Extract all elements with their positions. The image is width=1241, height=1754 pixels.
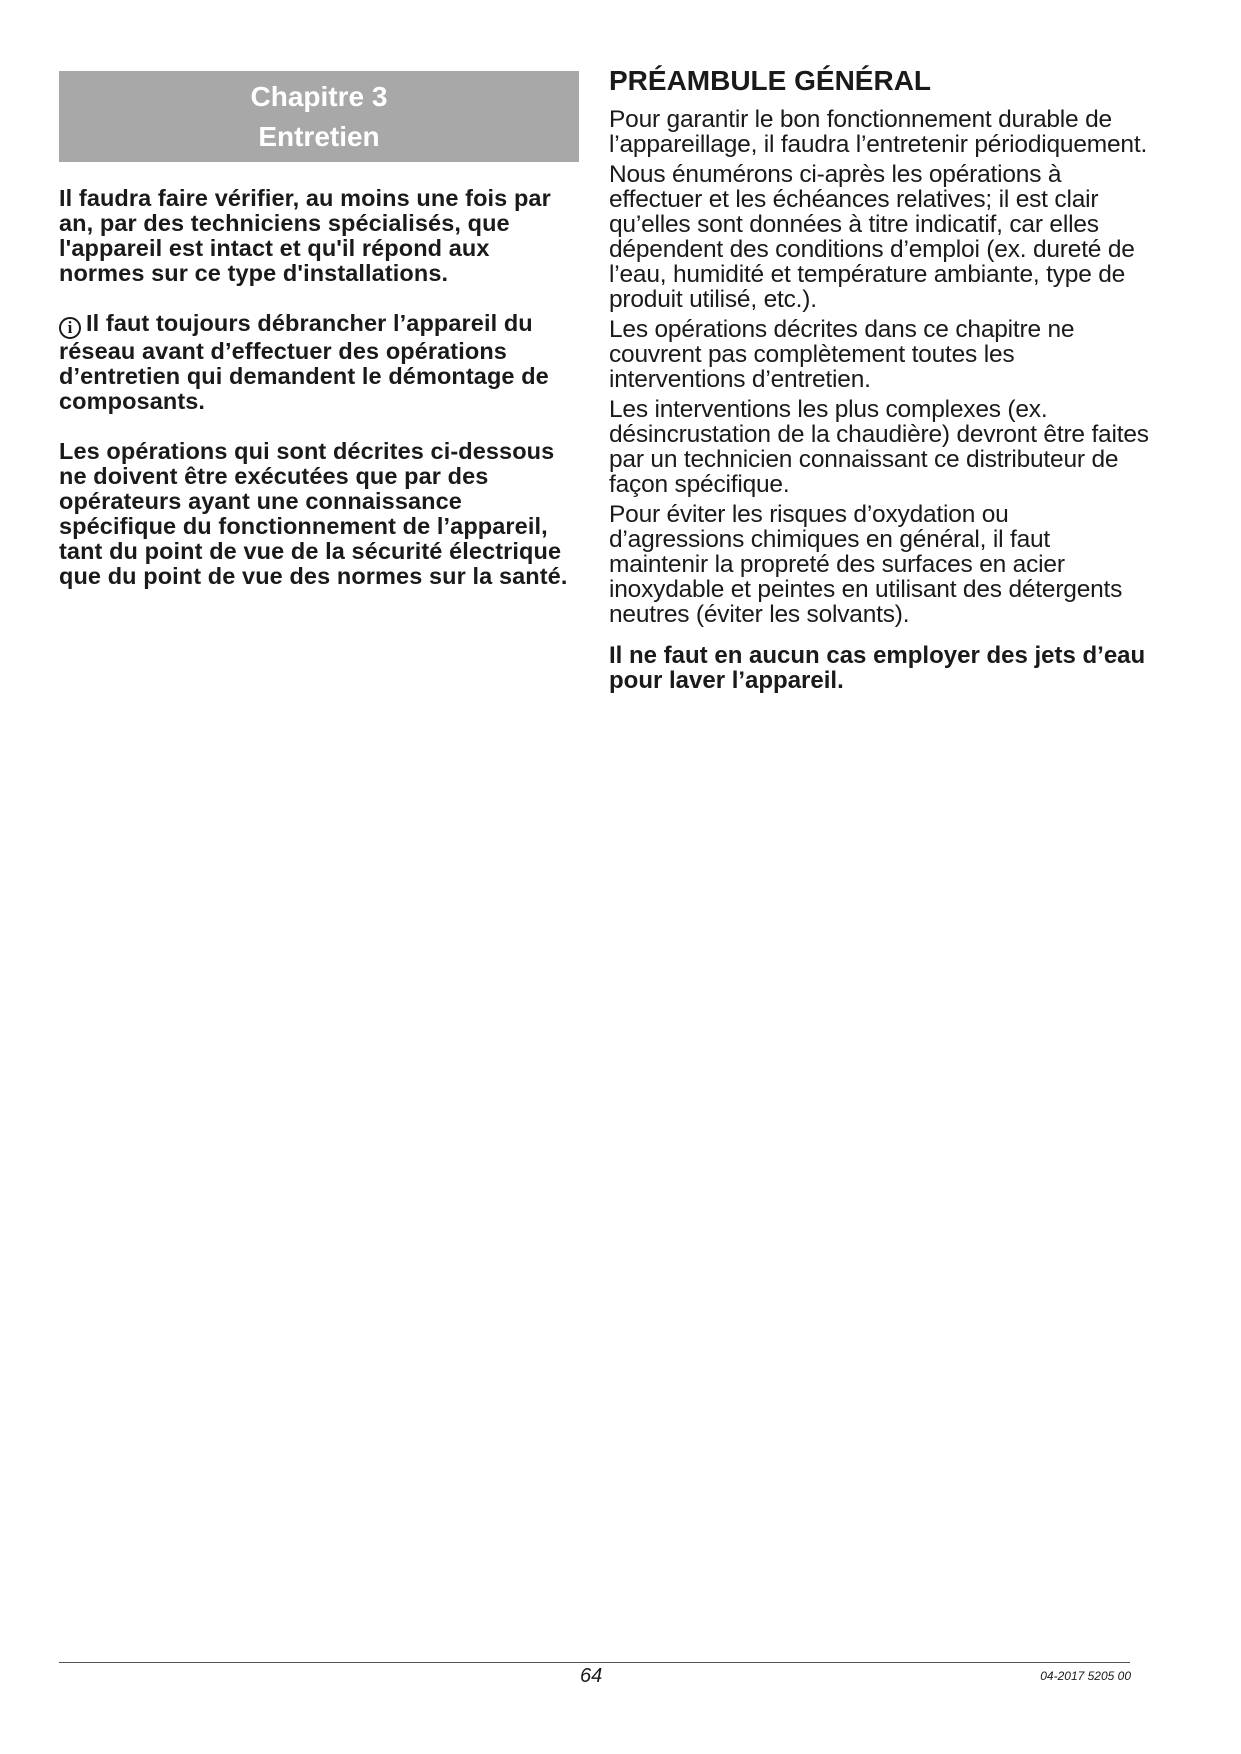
chapter-number: Chapitre 3 [250,81,388,112]
footer-divider [59,1662,1130,1663]
right-column [609,63,1149,698]
left-column [59,71,579,589]
preamble-paragraph: Les opérations décrites dans ce chapitre ne couvrent pas complètement toutes les interventions d’entretien. [609,316,1075,393]
preamble-paragraph: Nous énumérons ci-après les opérations à effectuer et les échéances relatives; il est clair qu’elles sont données à titre indicatif, car elles dépendent des conditions d’emploi (ex. dureté de l’eau, humidité et température ambiante, type de produit utilisé, etc.). [609,161,1135,313]
info-icon: i [59,317,81,339]
inspection-paragraph: Il faudra faire vérifier, au moins une fois par an, par des techniciens spécialisés, que l'appareil est intact et qu'il répond aux normes sur ce type d'installations. [59,185,551,286]
section-title: PRÉAMBULE GÉNÉRAL [609,65,932,96]
preamble-paragraph: Pour garantir le bon fonctionnement durable de l’appareillage, il faudra l’entretenir périodiquement. [609,106,1148,158]
chapter-title: Entretien [258,121,380,152]
water-jet-warning: Il ne faut en aucun cas employer des jets d’eau pour laver l’appareil. [609,642,1146,694]
warning-paragraph [59,311,579,414]
chapter-header-box [59,71,579,162]
document-code: 04-2017 5205 00 [1040,1669,1131,1683]
preamble-paragraph: Pour éviter les risques d’oxydation ou d’agressions chimiques en général, il faut maintenir la propreté des surfaces en acier inoxydable et peintes en utilisant des détergents neutres (éviter les solvants). [609,501,1123,628]
operators-paragraph: Les opérations qui sont décrites ci-dessous ne doivent être exécutées que par des opérateurs ayant une connaissance spécifique du fonctionnement de l’appareil, tant du point de vue de la sécurité électrique que du point de vue des normes sur la santé. [59,438,568,589]
page-number: 64 [580,1665,603,1687]
preamble-paragraph: Les interventions les plus complexes (ex. désincrustation de la chaudière) devront être faites par un technicien connaissant ce distributeur de façon spécifique. [609,396,1149,498]
warning-text: Il faut toujours débrancher l’appareil du réseau avant d’effectuer des opérations d’entretien qui demandent le démontage de composants. [59,310,549,414]
